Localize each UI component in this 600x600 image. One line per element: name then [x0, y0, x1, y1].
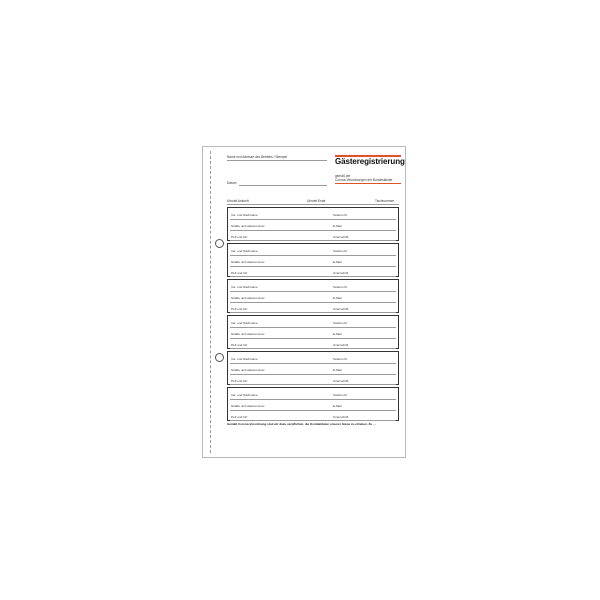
name-phone-field[interactable]	[230, 363, 396, 364]
street-email-field[interactable]	[230, 374, 396, 375]
city-signature-field[interactable]	[230, 312, 396, 313]
phone-label: Telefon-Nr.	[333, 357, 348, 361]
signature-label: Unterschrift	[333, 235, 349, 239]
street-email-field[interactable]	[230, 302, 396, 303]
guest-entry-4	[227, 315, 399, 349]
city-label: PLZ und Ort	[231, 307, 248, 311]
phone-label: Telefon-Nr.	[333, 321, 348, 325]
name-label: Vor- und Nachname	[231, 213, 258, 217]
city-label: PLZ und Ort	[231, 343, 248, 347]
signature-label: Unterschrift	[333, 343, 349, 347]
signature-label: Unterschrift	[333, 415, 349, 419]
email-label: E-Mail	[333, 332, 342, 336]
city-signature-field[interactable]	[230, 348, 396, 349]
phone-label: Telefon-Nr.	[333, 393, 348, 397]
signature-label: Unterschrift	[333, 307, 349, 311]
street-email-field[interactable]	[230, 230, 396, 231]
city-signature-field[interactable]	[230, 420, 396, 421]
street-label: Straße und Hausnummer	[231, 296, 265, 300]
header-fill-line[interactable]	[227, 204, 399, 205]
name-label: Vor- und Nachname	[231, 357, 258, 361]
guest-entry-3	[227, 279, 399, 313]
city-signature-field[interactable]	[230, 240, 396, 241]
street-label: Straße und Hausnummer	[231, 224, 265, 228]
punch-hole	[215, 239, 224, 248]
email-label: E-Mail	[333, 224, 342, 228]
address-label: Name und Adresse des Betriebs / Stempel	[227, 155, 288, 159]
signature-label: Unterschrift	[333, 379, 349, 383]
email-label: E-Mail	[333, 296, 342, 300]
name-label: Vor- und Nachname	[231, 285, 258, 289]
street-label: Straße und Hausnummer	[231, 332, 265, 336]
date-field[interactable]	[239, 185, 327, 186]
name-phone-field[interactable]	[230, 291, 396, 292]
city-signature-field[interactable]	[230, 276, 396, 277]
punch-hole	[215, 353, 224, 362]
signature-label: Unterschrift	[333, 271, 349, 275]
guest-entry-1	[227, 207, 399, 241]
city-label: PLZ und Ort	[231, 271, 248, 275]
name-label: Vor- und Nachname	[231, 321, 258, 325]
name-label: Vor- und Nachname	[231, 393, 258, 397]
registration-form-sheet	[202, 146, 406, 458]
perforation-line	[210, 151, 211, 453]
subtitle-accent-line	[335, 183, 401, 184]
email-label: E-Mail	[333, 260, 342, 264]
email-label: E-Mail	[333, 368, 342, 372]
street-label: Straße und Hausnummer	[231, 404, 265, 408]
street-label: Straße und Hausnummer	[231, 368, 265, 372]
phone-label: Telefon-Nr.	[333, 213, 348, 217]
city-label: PLZ und Ort	[231, 235, 248, 239]
name-label: Vor- und Nachname	[231, 249, 258, 253]
subtitle-line-1: gemäß der	[335, 174, 351, 178]
street-email-field[interactable]	[230, 266, 396, 267]
guest-entry-6	[227, 387, 399, 421]
name-phone-field[interactable]	[230, 399, 396, 400]
street-label: Straße und Hausnummer	[231, 260, 265, 264]
header-table-number: Tischnummer	[375, 199, 395, 203]
phone-label: Telefon-Nr.	[333, 249, 348, 253]
address-field[interactable]	[227, 160, 327, 161]
email-label: E-Mail	[333, 404, 342, 408]
header-arrival-time: Uhrzeit Ankunft	[227, 199, 249, 203]
guest-entry-5	[227, 351, 399, 385]
header-end-time: Uhrzeit Ende	[307, 199, 326, 203]
guest-entry-2	[227, 243, 399, 277]
name-phone-field[interactable]	[230, 219, 396, 220]
city-signature-field[interactable]	[230, 384, 396, 385]
form-title: Gästeregistrierung	[335, 157, 405, 166]
subtitle-line-2: Corona-Verordnungen der Bundesländer	[335, 178, 393, 182]
street-email-field[interactable]	[230, 338, 396, 339]
phone-label: Telefon-Nr.	[333, 285, 348, 289]
city-label: PLZ und Ort	[231, 415, 248, 419]
city-label: PLZ und Ort	[231, 379, 248, 383]
legal-notice: Gemäß Corona-Verordnung sind wir dazu verpflichtet, die Kontaktdaten unserer Gäste zu erheben. Zu ...	[227, 422, 376, 426]
name-phone-field[interactable]	[230, 327, 396, 328]
street-email-field[interactable]	[230, 410, 396, 411]
name-phone-field[interactable]	[230, 255, 396, 256]
date-label: Datum	[227, 181, 237, 185]
